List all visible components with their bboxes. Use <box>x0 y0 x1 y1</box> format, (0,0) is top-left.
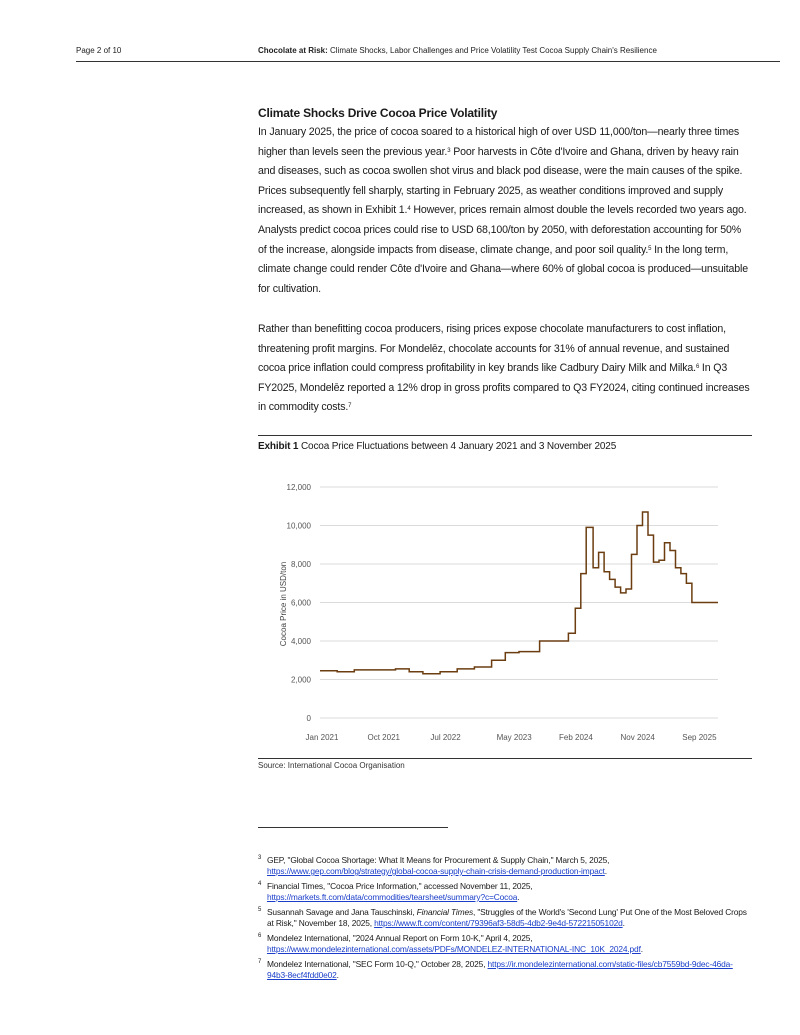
p1-text-a: In January 2025, the price of cocoa soared to a historical high of over USD 11,000/ton—nearly three times higher than levels seen the previous year. <box>258 126 740 158</box>
x-axis-ticks <box>306 733 718 742</box>
footnote-link[interactable]: https://ir.mondelezinternational.com/static-files/cb7559bd-9dec-46da-94b3-8ecf4fdd0e02 <box>267 959 733 980</box>
p2-text-b: In Q3 FY2025, Mondelēz reported a 12% drop in gross profits compared to Q3 FY2024, citing continued increases in commodity costs. <box>258 362 750 414</box>
running-title <box>258 46 657 55</box>
footnote-rule <box>258 827 448 828</box>
footnote-link[interactable]: https://www.mondelezinternational.com/assets/PDFs/MONDELEZ-INTERNATIONAL-INC_10K_2024.pdf <box>267 944 641 954</box>
footnote-5 <box>258 907 752 929</box>
footnote-number: 6 <box>258 933 262 939</box>
y-tick-label: 6,000 <box>290 598 311 608</box>
p1-text-c: However, prices remain almost double the levels recorded two years ago. Analysts predict cocoa prices could rise to USD 68,100/ton by 2050, with deforestation accounting for 50% of the increase, alongside impacts from disease, climate change, and poor soil quality. <box>258 204 747 256</box>
footnote-6 <box>258 933 752 955</box>
y-tick-label: 4,000 <box>290 637 311 646</box>
y-tick-label: 10,000 <box>286 521 311 531</box>
footnote-end: . <box>517 892 520 902</box>
y-tick-label: 12,000 <box>286 483 311 492</box>
x-tick-label: Jul 2022 <box>430 733 461 742</box>
footnote-link[interactable]: https://markets.ft.com/data/commodities/tearsheet/summary?c=Cocoa <box>267 892 518 902</box>
x-tick-label: May 2023 <box>496 733 532 742</box>
paragraph-1 <box>258 123 752 299</box>
y-axis-label: Cocoa Price in USD/ton <box>279 561 288 647</box>
x-tick-label: Oct 2021 <box>367 733 400 742</box>
footnote-text: GEP, "Global Cocoa Shortage: What It Means for Procurement & Supply Chain," March 5, 2025, <box>267 855 610 865</box>
x-tick-label: Jan 2021 <box>305 733 339 742</box>
footnotes <box>258 855 752 985</box>
x-tick-label: Feb 2024 <box>558 733 593 742</box>
footnote-number: 4 <box>258 881 262 887</box>
footnote-3 <box>258 855 752 877</box>
y-axis-ticks <box>287 483 312 723</box>
paragraph-2 <box>258 320 752 418</box>
footnote-end: . <box>622 918 625 928</box>
exhibit-title <box>258 440 616 454</box>
exhibit-label: Exhibit 1 <box>258 441 299 452</box>
footnote-ref-3[interactable]: 3 <box>447 147 451 154</box>
footnote-number: 3 <box>258 855 262 861</box>
footnote-link[interactable]: https://www.gep.com/blog/strategy/global-cocoa-supply-chain-crisis-demand-production-impact <box>267 866 605 876</box>
footnote-end: . <box>336 970 339 980</box>
footnote-ref-6[interactable]: 6 <box>695 364 700 371</box>
footnote-ref-7[interactable]: 7 <box>348 403 352 410</box>
footnote-number: 7 <box>258 959 262 965</box>
x-tick-label: Sep 2025 <box>682 733 717 742</box>
footnote-link[interactable]: https://www.ft.com/content/79396af3-58d5-4db2-9e4d-57221505102d <box>374 918 623 928</box>
header-rule <box>76 61 780 62</box>
p2-text-a: Rather than benefitting cocoa producers, rising prices expose chocolate manufacturers to cost inflation, threatening profit margins. For Mondelēz, chocolate accounts for 31% of annual revenue, and sustained cocoa price inflation could compress profitability in key brands like Cadbury Dairy Milk and Milka. <box>258 323 730 375</box>
running-title-rest: Climate Shocks, Labor Challenges and Price Volatility Test Cocoa Supply Chain's Resilience <box>327 46 657 55</box>
section-title: Climate Shocks Drive Cocoa Price Volatility <box>258 106 498 120</box>
footnote-text: , "Struggles of the World's 'Second Lung' Put One of the Most Beloved Crops at Risk," November 18, 2025, <box>267 907 747 928</box>
footnote-4 <box>258 881 752 903</box>
x-tick-label: Nov 2024 <box>620 733 655 742</box>
exhibit-top-rule <box>258 435 752 436</box>
running-header <box>76 46 780 62</box>
footnote-text: Financial Times, "Cocoa Price Information," accessed November 11, 2025, <box>267 881 533 891</box>
footnote-text: Mondelez International, "2024 Annual Report on Form 10-K," April 4, 2025, <box>267 933 533 943</box>
cocoa-price-chart <box>258 470 752 755</box>
footnote-italic: Financial Times <box>416 907 473 917</box>
footnote-ref-5[interactable]: 5 <box>648 245 652 252</box>
footnote-7 <box>258 959 752 981</box>
page-number: Page 2 of 10 <box>76 46 122 55</box>
y-tick-label: 8,000 <box>290 560 311 569</box>
p1-text-b: Poor harvests in Côte d'Ivoire and Ghana, driven by heavy rain and diseases, such as cocoa swollen shot virus and black pod disease, were the main causes of the spike. Prices subsequently fell sharply, starting in February 2025, as weather conditions improved and supply increased, as shown in Exhibit 1. <box>258 145 743 217</box>
footnote-text: Mondelez International, "SEC Form 10-Q," October 28, 2025, <box>267 959 488 969</box>
exhibit-bottom-rule <box>258 758 752 759</box>
chart-gridlines <box>320 487 718 718</box>
footnote-ref-4[interactable]: 4 <box>407 206 411 213</box>
footnote-number: 5 <box>258 907 262 913</box>
exhibit-caption: Cocoa Price Fluctuations between 4 January 2021 and 3 November 2025 <box>298 441 617 452</box>
y-tick-label: 0 <box>306 714 311 723</box>
footnote-text: Susannah Savage and Jana Tauschinski, <box>267 907 417 917</box>
p1-text-d: In the long term, climate change could render Côte d'Ivoire and Ghana—where 60% of global cocoa is produced—unsuitable for cultivation. <box>258 243 748 295</box>
footnote-end: . <box>640 944 643 954</box>
exhibit-source: Source: International Cocoa Organisation <box>258 761 405 770</box>
series-line <box>320 512 718 674</box>
footnote-end: . <box>604 866 607 876</box>
running-title-bold: Chocolate at Risk: <box>258 46 328 55</box>
y-tick-label: 2,000 <box>290 675 311 685</box>
